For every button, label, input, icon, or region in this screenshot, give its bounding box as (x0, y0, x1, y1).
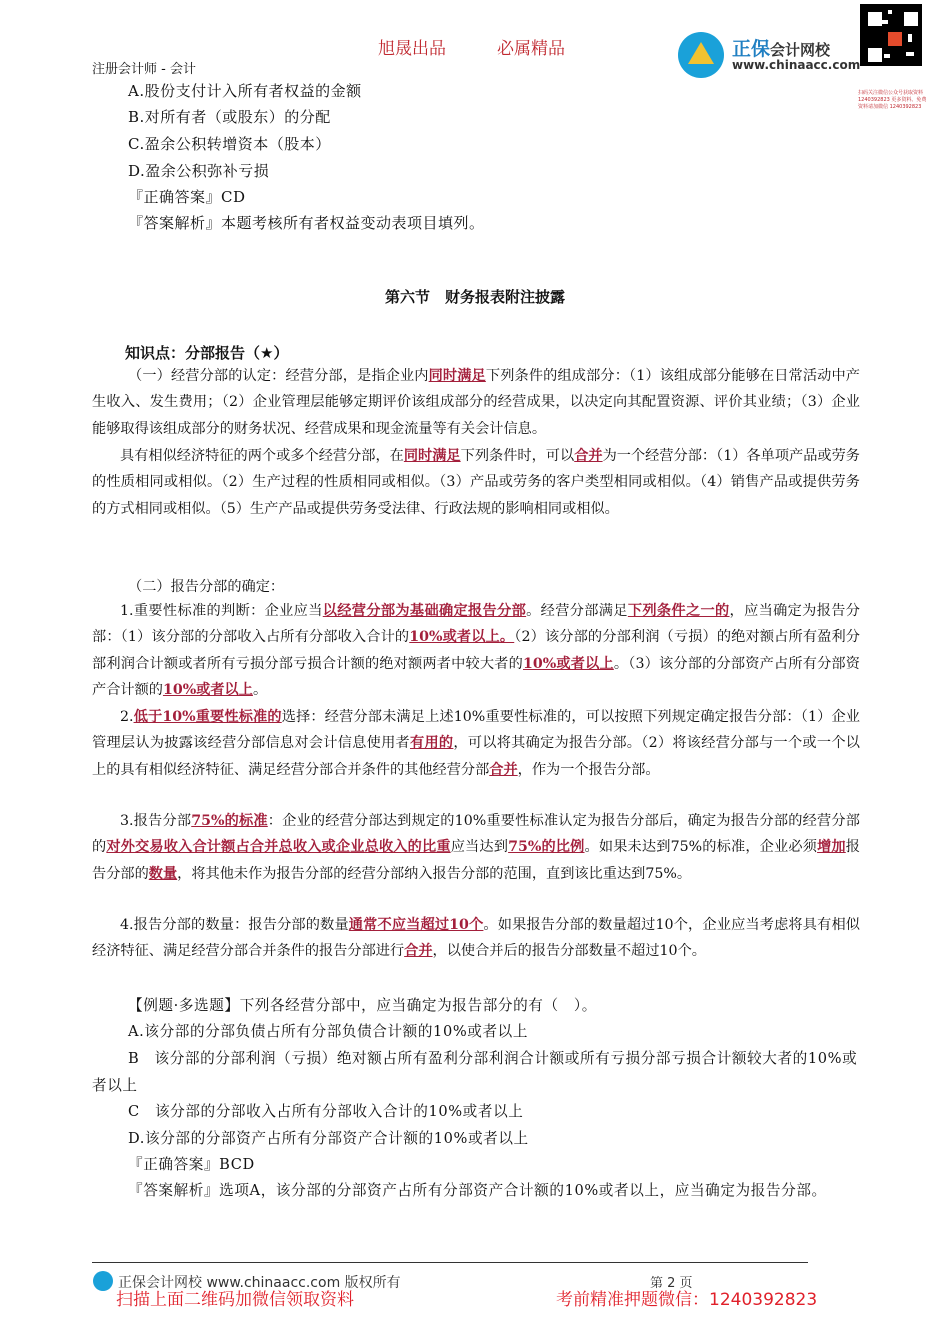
example-option-c: C 该分部的分部收入占所有分部收入合计的10%或者以上 (128, 1103, 524, 1120)
example-option-a: A.该分部的分部负债占所有分部负债合计额的10%或者以上 (128, 1023, 529, 1040)
qr-caption: 扫码关注微信公众号获取资料 1240392823 更多资料、免费资料请加微信 1240392823 (858, 90, 927, 110)
page-number: 第 2 页 (650, 1276, 693, 1291)
paragraph-materiality: 1.重要性标准的判断：企业应当以经营分部为基础确定报告分部。经营分部满足下列条件之一的，应当确定为报告分部：（1）该分部的分部收入占所有分部收入合计的10%或者以上。（2）该分部的分部利润（亏损）的绝对额占所有盈利分部利润合计额或者所有亏损分部亏损合计额的绝对额两者中较大者的10%或者以上。（3）该分部的分部资产占所有分部资产合计额的10%或者以上。 (92, 603, 860, 699)
prev-option-d: D.盈余公积弥补亏损 (128, 162, 270, 180)
banner-right: 必属精品 (497, 39, 565, 59)
example-option-b: B 该分部的分部利润（亏损）绝对额占所有盈利分部利润合计额或所有亏损分部亏损合计额较大者的10%或者以上 (92, 1050, 858, 1094)
example-option-d: D.该分部的分部资产占所有分部资产合计额的10%或者以上 (128, 1130, 529, 1147)
prev-analysis: 『答案解析』本题考核所有者权益变动表项目填列。 (128, 214, 485, 232)
paragraph-below-materiality: 2.低于10%重要性标准的选择：经营分部未满足上述10%重要性标准的，可以按照下列规定确定报告分部：（1）企业管理层认为披露该经营分部信息对会计信息使用者有用的，可以将其确定为报告分部。（2）将该经营分部与一个或一个以上的具有相似经济特征、满足经营分部合并条件的其他经营分部合并，作为一个报告分部。 (92, 709, 860, 778)
knowledge-point-title: 知识点：分部报告（★） (125, 344, 289, 362)
qr-code-icon (860, 4, 922, 66)
logo-icon (678, 32, 724, 78)
paragraph-75-percent: 3.报告分部75%的标准：企业的经营分部达到规定的10%重要性标准认定为报告分部后，确定为报告分部的经营分部的对外交易收入合计额占合并总收入或企业总收入的比重应当达到75%的比例。如果未达到75%的标准，企业必须增加报告分部的数量，将其他未作为报告分部的经营分部纳入报告分部的范围，直到该比重达到75%。 (92, 813, 860, 882)
subject-label: 注册会计师 - 会计 (92, 62, 196, 77)
prev-answer: 『正确答案』CD (128, 188, 246, 206)
paragraph-merge-segments: 具有相似经济特征的两个或多个经营分部，在同时满足下列条件时，可以合并为一个经营分部：（1）各单项产品或劳务的性质相同或相似。（2）生产过程的性质相同或相似。（3）产品或劳务的客户类型相同或相似。（4）销售产品或提供劳务的方式相同或相似。（5）生产产品或提供劳务受法律、行政法规的影响相同或相似。 (92, 448, 860, 517)
paragraph-segment-count: 4.报告分部的数量：报告分部的数量通常不应当超过10个。如果报告分部的数量超过10个，企业应当考虑将具有相似经济特征、满足经营分部合并条件的报告分部进行合并，以使合并后的报告分部数量不超过10个。 (92, 917, 860, 960)
footer-divider (92, 1262, 808, 1263)
prev-option-c: C.盈余公积转增资本（股本） (128, 135, 331, 153)
prev-option-b: B.对所有者（或股东）的分配 (128, 108, 331, 126)
logo-name-suffix: 会计网校 (770, 41, 831, 59)
example-answer: 『正确答案』BCD (128, 1156, 255, 1173)
chinaacc-logo (678, 30, 861, 78)
footer-logo-icon (93, 1271, 113, 1291)
example-stem: 【例题·多选题】下列各经营分部中，应当确定为报告部分的有（ ）。 (128, 997, 597, 1014)
ad-scan-qr: 扫描上面二维码加微信领取资料 (116, 1290, 354, 1310)
logo-url: www.chinaacc.com (732, 58, 861, 72)
example-analysis: 『答案解析』选项A，该分部的分部资产占所有分部资产合计额的10%或者以上，应当确定为报告分部。 (128, 1182, 827, 1199)
prev-option-a: A.股份支付计入所有者权益的金额 (128, 82, 362, 100)
section-title: 第六节 财务报表附注披露 (384, 288, 565, 306)
qr-badge-icon (888, 32, 902, 46)
paragraph-report-segment-heading: （二）报告分部的确定： (128, 579, 285, 595)
ad-wechat: 考前精准押题微信：1240392823 (556, 1290, 818, 1310)
logo-name: 正保 (732, 38, 771, 60)
paragraph-operating-segment: （一）经营分部的认定：经营分部，是指企业内同时满足下列条件的组成部分：（1）该组成部分能够在日常活动中产生收入、发生费用；（2）企业管理层能够定期评价该组成部分的经营成果，以决定向其配置资源、评价其业绩；（3）企业能够取得该组成部分的财务状况、经营成果和现金流量等有关会计信息。 (92, 368, 860, 437)
footer-copyright: 正保会计网校 www.chinaacc.com 版权所有 (118, 1275, 401, 1291)
banner-left: 旭晟出品 (378, 39, 446, 59)
